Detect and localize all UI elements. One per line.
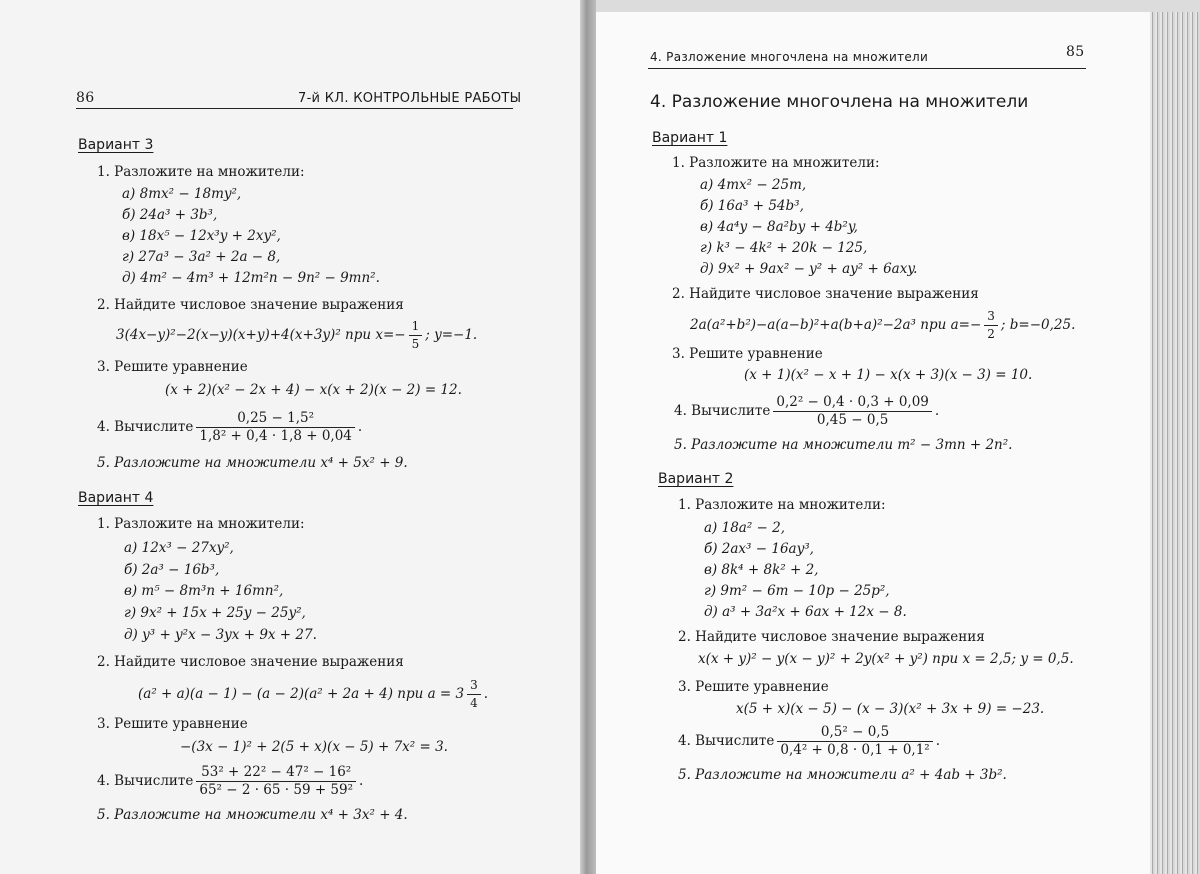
v4-task4-den: 65² − 2 · 65 · 59 + 59²: [199, 782, 354, 798]
v1-task2-frac-num: 3: [984, 308, 998, 326]
v2-task4-fraction: [777, 724, 932, 759]
v3-task3: 3. Решите уравнение: [97, 359, 248, 375]
running-head-right: 4. Разложение многочлена на множители: [650, 50, 929, 64]
v1-task1-b: б) 16a³ + 54b³,: [700, 198, 804, 214]
v2-task3-equation: x(5 + x)(x − 5) − (x − 3)(x² + 3x + 9) = −23.: [736, 701, 1045, 717]
v3-task4-num: 0,25 − 1,5²: [196, 410, 355, 428]
v2-task4-label: 4. Вычислите: [678, 733, 775, 749]
v4-task2-frac-num: 3: [467, 677, 481, 695]
v1-task2: 2. Найдите числовое значение выражения: [672, 286, 979, 302]
header-rule-right: [648, 68, 1086, 69]
v3-task1: 1. Разложите на множители:: [97, 164, 305, 180]
v1-task2-expr-main: 2a(a²+b²)−a(a−b)²+a(b+a)²−2a³ при a=−: [690, 317, 982, 333]
v3-task4-den: 1,8² + 0,4 · 1,8 + 0,04: [199, 428, 352, 444]
v2-task3: 3. Решите уравнение: [678, 679, 829, 695]
v1-task1-c: в) 4a⁴y − 8a²by + 4b²y,: [700, 219, 858, 235]
v2-task5: 5. Разложите на множители a² + 4ab + 3b².: [678, 767, 1007, 783]
v3-task1-b: б) 24a³ + 3b³,: [122, 207, 218, 223]
v2-task1: 1. Разложите на множители:: [678, 497, 886, 513]
v3-task1-d: г) 27a³ − 3a² + 2a − 8,: [122, 249, 281, 265]
v2-task2: 2. Найдите числовое значение выражения: [678, 629, 985, 645]
v3-task2-fraction: [409, 318, 423, 353]
page-stack-edge: [1150, 12, 1200, 874]
v4-task4-fraction: [196, 764, 356, 799]
variant-2-title: Вариант 2: [658, 471, 734, 487]
v1-task3: 3. Решите уравнение: [672, 346, 823, 362]
v1-task4-fraction: [773, 394, 932, 429]
v3-task1-e: д) 4m² − 4m³ + 12m²n − 9n² − 9mn².: [122, 270, 380, 286]
v2-task1-d: г) 9m² − 6m − 10p − 25p²,: [704, 583, 890, 599]
v3-task1-a: а) 8mx² − 18my²,: [122, 186, 242, 202]
v2-task1-e: д) a³ + 3a²x + 6ax + 12x − 8.: [704, 604, 907, 620]
variant-3-title: Вариант 3: [78, 137, 154, 153]
v1-task3-equation: (x + 1)(x² − x + 1) − x(x + 3)(x − 3) = 10.: [744, 367, 1033, 383]
v4-task2-fraction: [467, 677, 481, 712]
v4-task2-expression: (a² + a)(a − 1) − (a − 2)(a² + 2a + 4) при a = 3 $\frac{3}{4}$ .: [138, 678, 489, 710]
v1-task1-a: а) 4mx² − 25m,: [700, 177, 807, 193]
v2-task1-b: б) 2ax³ − 16ay³,: [704, 541, 814, 557]
v4-task1: 1. Разложите на множители:: [97, 516, 305, 532]
variant-1-title: Вариант 1: [652, 130, 728, 146]
v2-task4-num: 0,5² − 0,5: [777, 724, 932, 742]
v4-task3: 3. Решите уравнение: [97, 716, 248, 732]
running-head-left: 7-й КЛ. КОНТРОЛЬНЫЕ РАБОТЫ: [298, 91, 522, 106]
v1-task4: 4. Вычислите $\frac{\text{0,2² − 0,4 · 0,3 + 0,09}}{0,45 - 0,5}$ .: [674, 394, 940, 428]
section-title: 4. Разложение многочлена на множители: [650, 92, 1029, 112]
v4-task2-frac-den: 4: [470, 696, 478, 710]
page-left: [0, 0, 580, 874]
v4-task4: 4. Вычислите $\frac{\text{53² + 22² − 47² − 16²}}{\text{65² − 2 · 65 · 59 + 59²}}$ .: [97, 764, 364, 798]
v4-task1-c: в) m⁵ − 8m³n + 16mn²,: [124, 583, 284, 599]
v3-task2: 2. Найдите числовое значение выражения: [97, 297, 404, 313]
v4-task5: 5. Разложите на множители x⁴ + 3x² + 4.: [97, 807, 408, 823]
v1-task4-label: 4. Вычислите: [674, 403, 771, 419]
v2-task2-expression: x(x + y)² − y(x − y)² + 2y(x² + y²) при x = 2,5; y = 0,5.: [698, 651, 1074, 667]
page-number-left: 86: [76, 90, 95, 106]
v2-task4: 4. Вычислите $\frac{\text{0,5² − 0,5}}{\text{0,4² + 0,8 · 0,1 + 0,1²}}$ .: [678, 724, 941, 758]
v1-task2-tail: ; b=−0,25.: [1000, 317, 1076, 333]
v3-task1-c: в) 18x⁵ − 12x³y + 2xy²,: [122, 228, 281, 244]
v3-task2-expr-main: 3(4x−y)²−2(x−y)(x+y)+4(x+3y)² при x=−: [116, 327, 406, 343]
v4-task1-b: б) 2a³ − 16b³,: [124, 562, 220, 578]
v3-task4-fraction: [196, 410, 355, 445]
header-rule-left: [76, 108, 513, 109]
v4-task3-equation: −(3x − 1)² + 2(5 + x)(x − 5) + 7x² = 3.: [180, 739, 448, 755]
page-right: [596, 12, 1200, 874]
page-number-right: 85: [1066, 44, 1085, 60]
variant-4-title: Вариант 4: [78, 490, 154, 506]
v3-task4-label: 4. Вычислите: [97, 419, 194, 435]
v4-task2-expr-main: (a² + a)(a − 1) − (a − 2)(a² + 2a + 4) при a = 3: [138, 686, 465, 702]
v1-task2-expression: [690, 308, 1075, 343]
v1-task1-d: г) k³ − 4k² + 20k − 125,: [700, 240, 868, 256]
v1-task4-den: 0,45 − 0,5: [816, 412, 889, 428]
v4-task1-e: д) y³ + y²x − 3yx + 9x + 27.: [124, 627, 317, 643]
v1-task2-frac-den: 2: [987, 327, 995, 341]
v3-task2-tail: ; y=−1.: [425, 327, 478, 343]
v3-task2-expression: [116, 318, 477, 353]
v4-task1-a: а) 12x³ − 27xy²,: [124, 540, 234, 556]
v2-task1-a: а) 18a² − 2,: [704, 520, 786, 536]
v2-task4-den: 0,4² + 0,8 · 0,1 + 0,1²: [780, 742, 930, 758]
v1-task1-e: д) 9x² + 9ax² − y² + ay² + 6axy.: [700, 261, 918, 277]
v4-task4-num: 53² + 22² − 47² − 16²: [196, 764, 356, 782]
v4-task1-d: г) 9x² + 15x + 25y − 25y²,: [124, 605, 306, 621]
v3-task2-frac-den: 5: [411, 337, 420, 351]
v2-task1-c: в) 8k⁴ + 8k² + 2,: [704, 562, 819, 578]
v3-task3-equation: (x + 2)(x² − 2x + 4) − x(x + 2)(x − 2) = 12.: [165, 382, 462, 398]
v1-task5: 5. Разложите на множители m² − 3mn + 2n².: [674, 437, 1013, 453]
v1-task4-num: 0,2² − 0,4 · 0,3 + 0,09: [773, 394, 932, 412]
book-gutter: [580, 0, 596, 874]
v1-task1: 1. Разложите на множители:: [672, 155, 880, 171]
v4-task4-label: 4. Вычислите: [97, 773, 194, 789]
v3-task5: 5. Разложите на множители x⁴ + 5x² + 9.: [97, 455, 408, 471]
v3-task2-frac-num: 1: [409, 318, 423, 336]
v3-task4: 4. Вычислите $\frac{\text{0,25 − 1,5²}}{\text{1,8² + 0,4 · 1,8 + 0,04}}$ .: [97, 410, 363, 444]
v1-task2-fraction: [984, 308, 998, 343]
v4-task2: 2. Найдите числовое значение выражения: [97, 654, 404, 670]
